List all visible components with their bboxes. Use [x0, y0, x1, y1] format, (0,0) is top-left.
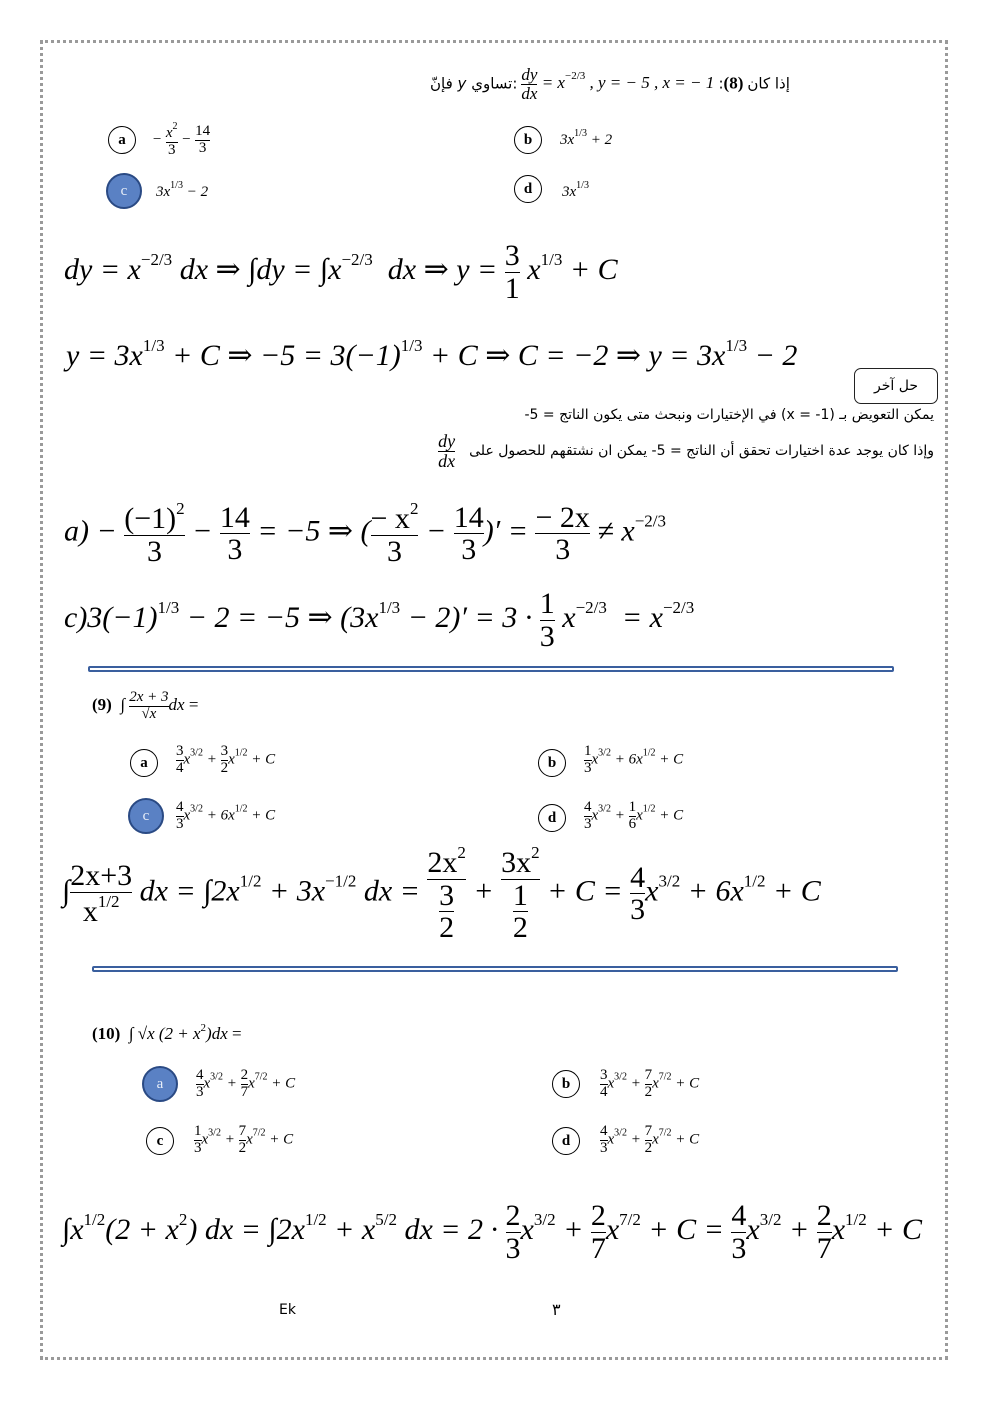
q8-option-c-text: $3x^{1/3} - 2$ — [156, 180, 209, 200]
q8-note-1: يمكن التعويض بـ (1- = x) في الإختيارات ونبحث متى يكون الناتج = 5- — [524, 407, 934, 423]
q10-option-d[interactable]: d — [552, 1127, 580, 1155]
q10-option-a[interactable]: a — [142, 1066, 178, 1102]
q10-solution: $\int x^{1/2}(2 + x^2)$ dx = $\int 2x^{1/2} + x^{5/2}$ dx = 2 · $\frac{2}{3}$ $x^{3/2}$ + $\frac{2}{7}$ $x^{7/2} + C$ = $\frac{4}{3}$ $x^{3/2}$ + $\frac{2}{7}$ $x^{1/2} + C$ — [62, 1199, 923, 1265]
q8-check-c: $c)3(-1)^{1/3} - 2 = -5$ ⇒ $(3x^{1/3} - 2)' = 3$ · $\frac{1}{3}$ $x^{-2/3} = x^{-2/3}$ — [64, 587, 695, 653]
q9-header: (9) ∫ $\frac{2x + 3}{√x}$ dx = — [92, 689, 199, 722]
q8-header: فإنّ y تساوي: $\frac{dy}{dx}$ = $x^{-2/3}$ , y = − 5 , x = − 1 :إذا كان (8) — [430, 65, 790, 103]
q10-option-d-text: $\frac{4}{3}$ $x^{3/2}$ + $\frac{7}{2}$ $x^{7/2} + C$ — [600, 1123, 700, 1156]
q9-option-c-text: $\frac{4}{3}$ $x^{3/2} + 6x^{1/2} + C$ — [176, 799, 276, 832]
footer-page-number: ٣ — [552, 1300, 561, 1319]
q8-note-2: وإذا كان يوجد عدة اختيارات تحقق أن الناتج = 5- يمكن ان نشتقهم للحصول على $\frac{dy}{dx}$ — [438, 431, 934, 471]
q9-option-d[interactable]: d — [538, 804, 566, 832]
q8-option-b-text: $3x^{1/3} + 2$ — [560, 128, 613, 148]
q8-tail: فإنّ y تساوي: — [430, 74, 518, 93]
separator-bar-1 — [88, 666, 894, 672]
q10-number: (10) — [92, 1024, 121, 1043]
q10-option-c-text: $\frac{1}{3}$ $x^{3/2}$ + $\frac{7}{2}$ $x^{7/2} + C$ — [194, 1123, 294, 1156]
q10-option-b[interactable]: b — [552, 1070, 580, 1098]
footer-author: Ek — [279, 1302, 296, 1318]
q9-number: (9) — [92, 695, 112, 715]
q10-header: (10) ∫ √x $(2 + x^2)dx$ = — [92, 1022, 242, 1043]
q10-option-c[interactable]: c — [146, 1127, 174, 1155]
q9-option-c[interactable]: c — [128, 798, 164, 834]
q8-option-c[interactable]: c — [106, 173, 142, 209]
q8-number: (8) — [723, 73, 744, 93]
q8-option-d-text: $3x^{1/3}$ — [562, 180, 589, 200]
q8-option-a-text: − $\frac{x^2}{3}$ − $\frac{14}{3}$ — [152, 121, 211, 158]
q8-dydx: $\frac{dy}{dx}$ = $x^{-2/3}$ , y = − 5 , x = − 1 — [521, 65, 715, 103]
q8-option-a[interactable]: a — [108, 126, 136, 154]
q9-option-a-text: $\frac{3}{4}$ $x^{3/2}$ + $\frac{3}{2}$ $x^{1/2} + C$ — [176, 743, 276, 776]
separator-bar-2 — [92, 966, 898, 972]
q10-option-b-text: $\frac{3}{4}$ $x^{3/2}$ + $\frac{7}{2}$ $x^{7/2} + C$ — [600, 1067, 700, 1100]
q9-option-a[interactable]: a — [130, 749, 158, 777]
q9-solution: ∫ $\frac{2x+3}{x^{1/2}}$ dx = $\int 2x^{1/2} + 3x^{-1/2}$ dx = $\frac{2x^2}{\frac{3}{2}}$ + $\frac{3x^2}{\frac{1}{2}}$ + C = $\frac{4}{3}$ $x^{3/2} + 6x^{1/2} + C$ — [62, 843, 821, 944]
q8-option-b[interactable]: b — [514, 126, 542, 154]
another-solution-button[interactable]: حل آخر — [854, 368, 938, 404]
q8-solution-line2: $y = 3x^{1/3} + C$ ⇒ $-5 = 3(-1)^{1/3} + C$ ⇒ C = −2 ⇒ $y = 3x^{1/3} - 2$ — [66, 336, 798, 372]
q8-solution-line1: dy = $x^{-2/3}$ dx ⇒ $\int dy = \int x^{-2/3}$ dx ⇒ y = $\frac{3}{1}$ $x^{1/3} + C$ — [64, 239, 618, 305]
q8-option-d[interactable]: d — [514, 175, 542, 203]
q9-option-d-text: $\frac{4}{3}$ $x^{3/2}$ + $\frac{1}{6}$ $x^{1/2} + C$ — [584, 799, 684, 832]
q9-option-b[interactable]: b — [538, 749, 566, 777]
q9-option-b-text: $\frac{1}{3}$ $x^{3/2} + 6x^{1/2} + C$ — [584, 743, 684, 776]
q8-check-a: a) − $\frac{(-1)^2}{3}$ − $\frac{14}{3}$ = −5 ⇒ ( $\frac{- x^2}{3}$ − $\frac{14}{3}$ )′ = $\frac{- 2x}{3}$ ≠ $x^{-2/3}$ — [64, 499, 666, 568]
q10-option-a-text: $\frac{4}{3}$ $x^{3/2}$ + $\frac{2}{7}$ $x^{7/2} + C$ — [196, 1067, 296, 1100]
